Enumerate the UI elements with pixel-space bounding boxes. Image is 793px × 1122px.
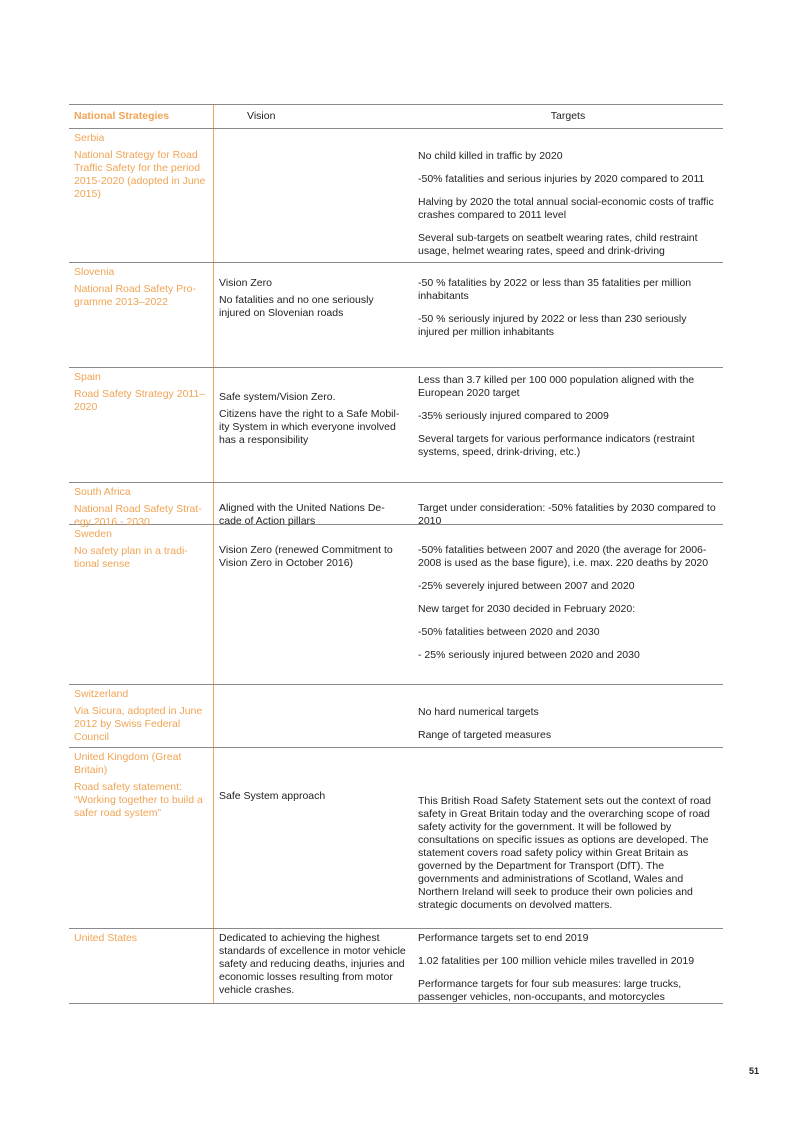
target-text: New target for 2030 decided in February 2020: [418,603,636,615]
vision-cell [214,368,412,482]
target-text: Range of targeted measures [418,729,552,741]
strategy-cell [69,685,214,747]
vision-cell [214,685,412,747]
target-text: Performance targets set to end 2019 [418,932,589,944]
table-row [69,263,723,368]
target-text: -50% fatalities between 2020 and 2030 [418,626,600,638]
strategy-cell [69,129,214,262]
targets-cell [412,748,723,928]
strategy-cell [69,525,214,684]
vision-cell [214,929,412,1003]
strategy-cell [69,263,214,367]
table-row [69,129,723,263]
country-name: Serbia [74,132,105,144]
table-row [69,685,723,748]
table-row [69,483,723,528]
strategy-name: Road Safety Strategy 2011–2020 [74,388,206,413]
targets-cell [412,685,723,747]
strategy-cell [69,368,214,482]
table-row [69,525,723,685]
target-text: Several targets for various performance indicators (restraint systems, speed, drink-driving, etc.) [418,433,695,458]
country-name: United Kingdom (Great Britain) [74,751,182,776]
vision-text: Citizens have the right to a Safe Mobil-ity System in which everyone involved has a responsibility [219,408,400,446]
targets-cell [412,263,723,367]
vision-text: No fatalities and no one seriously injured on Slovenian roads [219,294,374,319]
vision-text: Vision Zero (renewed Commitment to Vision Zero in October 2016) [219,544,393,569]
target-text: Less than 3.7 killed per 100 000 population aligned with the European 2020 target [418,374,695,399]
targets-cell [412,483,723,527]
vision-text: Safe system/Vision Zero. [219,391,336,403]
country-name: Sweden [74,528,112,540]
target-text: No child killed in traffic by 2020 [418,150,563,162]
vision-text: Vision Zero [219,277,272,289]
page-number: 51 [749,1066,760,1076]
country-name: Slovenia [74,266,115,278]
target-text: -50 % fatalities by 2022 or less than 35 fatalities per million inhabitants [418,277,692,302]
strategy-cell [69,483,214,528]
country-name: Spain [74,371,101,383]
strategy-name: National Road Safety Strat-egy 2016 - 2030 [74,503,202,528]
target-text: Performance targets for four sub measures: large trucks, passenger vehicles, non-occupants, and motorcycles [418,978,682,1003]
targets-cell [412,129,723,262]
strategy-name: Via Sicura, adopted in June 2012 by Swiss Federal Council [74,705,203,743]
table-row [69,929,723,1004]
target-text: -50 % seriously injured by 2022 or less than 230 seriously injured per million inhabitants [418,313,687,338]
country-name: South Africa [74,486,131,498]
vision-text: Safe System approach [219,790,326,802]
strategy-cell [69,929,214,1003]
targets-cell [412,525,723,684]
vision-text: Aligned with the United Nations De-cade of Action pillars [219,502,385,527]
target-text: -25% severely injured between 2007 and 2020 [418,580,635,592]
table-row [69,748,723,929]
header-national-strategies: National Strategies [69,105,214,128]
targets-cell [412,368,723,482]
strategies-table [69,104,723,1004]
vision-cell [214,525,412,684]
target-text: -50% fatalities between 2007 and 2020 (the average for 2006-2008 is used as the base figure), i.e. max. 220 deaths by 2020 [418,544,709,569]
vision-cell [214,748,412,928]
table-row [69,368,723,483]
header-targets: Targets [550,110,586,122]
vision-cell [214,129,412,262]
vision-cell [214,483,412,527]
strategy-name: Road safety statement: “Working together to build a safer road system” [74,781,203,819]
strategy-cell [69,748,214,928]
target-text: This British Road Safety Statement sets out the context of road safety in Great Britain today and the overarching scope of road safety activity for the government. It will be followed by consultations on specific issues as options are developed. The statement covers road safety policy within Great Britain as governed by the Department for Transport (DfT). The governments and administrations of Scotland, Wales and Northern Ireland will seek to produce their own policies and strategic documents on devolved matters. [418,795,711,911]
header-vision: Vision [247,110,276,122]
table-body [69,129,723,1004]
target-text: - 25% seriously injured between 2020 and 2030 [418,649,640,661]
country-name: United States [74,932,138,944]
strategy-name: National Strategy for Road Traffic Safety for the period 2015-2020 (adopted in June 2015) [74,149,206,200]
target-text: Several sub-targets on seatbelt wearing rates, child restraint usage, helmet wearing rates, speed and drink-driving [418,232,698,257]
table-header [69,105,723,129]
vision-text: Dedicated to achieving the highest standards of excellence in motor vehicle safety and reducing deaths, injuries and economic losses resulting from motor vehicle crashes. [219,932,406,996]
target-text: Halving by 2020 the total annual social-economic costs of traffic crashes compared to 2011 level [418,196,714,221]
vision-cell [214,263,412,367]
strategy-name: National Road Safety Pro-gramme 2013–2022 [74,283,196,308]
target-text: -50% fatalities and serious injuries by 2020 compared to 2011 [418,173,705,185]
target-text: Target under consideration: -50% fatalities by 2030 compared to 2010 [418,502,716,527]
target-text: 1.02 fatalities per 100 million vehicle miles travelled in 2019 [418,955,695,967]
country-name: Switzerland [74,688,129,700]
target-text: No hard numerical targets [418,706,539,718]
target-text: -35% seriously injured compared to 2009 [418,410,609,422]
strategy-name: No safety plan in a tradi-tional sense [74,545,188,570]
targets-cell [412,929,723,1003]
